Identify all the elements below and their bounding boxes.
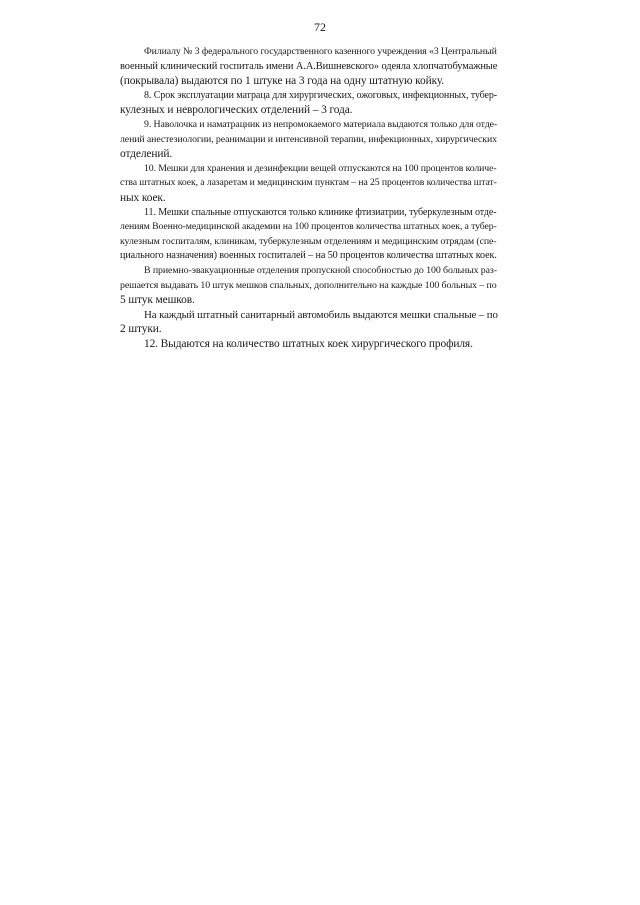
paragraph-p-9 — [120, 118, 498, 162]
page-number: 72 — [314, 20, 326, 34]
paragraph-p-filial — [120, 45, 498, 89]
text-line: (покрывала) выдаются по 1 штуке на 3 года на одну штатную койку. — [120, 75, 445, 88]
text-line: 10. Мешки для хранения и дезинфекции вещей отпускаются на 100 процентов количе- — [144, 162, 497, 174]
text-line: кулезным госпиталям, клиникам, туберкулезным отделениям и медицинским отрядам (спе- — [120, 235, 497, 247]
paragraph-p-8 — [120, 89, 498, 118]
text-line: В приемно-эвакуационные отделения пропускной способностью до 100 больных раз- — [144, 264, 497, 276]
paragraph-p-12 — [120, 337, 498, 352]
text-line: решается выдавать 10 штук мешков спальных, дополнительно на каждые 100 больных – по — [120, 279, 497, 291]
text-line: На каждый штатный санитарный автомобиль выдаются мешки спальные – по — [144, 308, 498, 321]
text-line: 9. Наволочка и наматрацник из непромокаемого материала выдаются только для отде- — [144, 118, 498, 130]
text-line: 12. Выдаются на количество штатных коек хирургического профиля. — [144, 337, 473, 350]
text-line: военный клинический госпиталь имени А.А.Вишневского» одеяла хлопчатобумажные — [120, 60, 498, 72]
text-line: лениям Военно-медицинской академии на 100 процентов количества штатных коек, а тубер- — [120, 221, 497, 233]
text-line: ных коек. — [120, 191, 166, 204]
text-line: лений анестезиологии, реанимации и интенсивной терапии, инфекционных, хирургических — [120, 133, 497, 145]
text-line: 11. Мешки спальные отпускаются только клинике фтизиатрии, туберкулезным отде- — [144, 206, 497, 218]
text-line: ства штатных коек, а лазаретам и медицинским пунктам – на 25 процентов количества штат- — [120, 177, 497, 189]
text-line: кулезных и неврологических отделений – 3 года. — [120, 104, 353, 117]
paragraph-p-11 — [120, 206, 498, 264]
text-line: 5 штук мешков. — [120, 294, 195, 307]
text-line: Филиалу № 3 федерального государственного казенного учреждения «3 Центральный — [144, 46, 497, 57]
paragraph-p-11-evac — [120, 264, 498, 308]
paragraph-p-10 — [120, 162, 498, 206]
text-line: 8. Срок эксплуатации матраца для хирургических, ожоговых, инфекционных, тубер- — [144, 89, 498, 101]
text-line: 2 штуки. — [120, 323, 162, 336]
text-line: циального назначения) военных госпиталей – на 50 процентов количества штатных коек. — [120, 250, 497, 262]
text-line: отделений. — [120, 148, 173, 161]
document-body — [120, 45, 498, 351]
paragraph-p-11-auto — [120, 308, 498, 337]
